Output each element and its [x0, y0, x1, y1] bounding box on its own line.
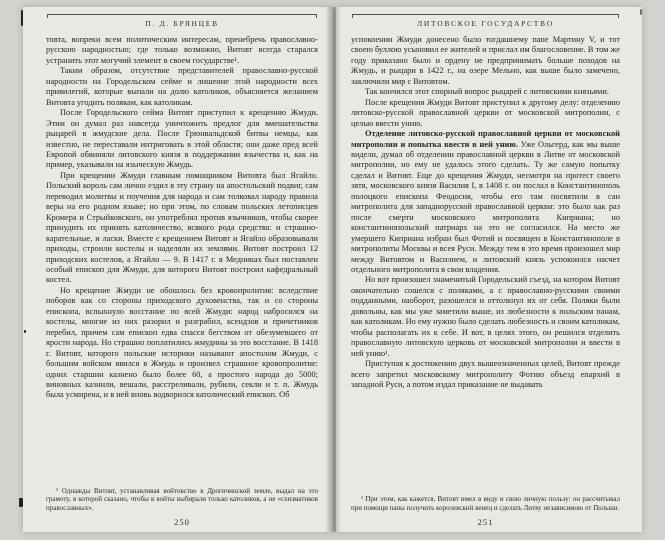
body-paragraph: успокоении Жмуди донесено было тогдашнему папе Мартину V, и тот своею буллою усыновил ее жителей и прислал им благословение. В том же году приказано было и ордену не предпринимать больше походов на Жмудь, и рыцари в 1422 г., на озере Мельно, как выше было замечено, заключили мир с Витовтом.: [351, 35, 620, 86]
section-heading: Отделение литовско-русской православной церкви от московской митрополии и попытка ввести в ней унию.: [351, 129, 620, 149]
header-rule: [47, 14, 317, 18]
body-paragraph: Но вот произошел знаменитый Городельский съезд, на котором Витовт окончательно сошелся с поляками, а с православно-русскими своими подданными, наоборот, разошелся и оттолкнул их от себя. Поляки были довольны, как мы уже заметили выше, из любезности к польским панам, как католикам. Но ему нужно было сделать любезность и своим католикам, чтобы располагать их к себе. И вот, в целях этого, он решился отделить православную литовскую церковь от московской митрополии и ввести в ней унию¹.: [351, 275, 620, 358]
page-body: [46, 35, 318, 483]
body-paragraph: Уже Ольгерд, как мы выше видели, думал об отделении православной церкви в Литве от московской митрополии, но ему не удалось этого сделать. Ту же самую попытку сделал и Витовт. Еще до крещения Жмуди, несмотря на протест своего зятя, московского князя Василия I, в 1408 г. он послал в Константинополь полоцкого епископа Феодосия, чтобы его там посвятили в сан митрополита для западнорусской православной церкви: это было как раз после смерти московского митрополита Киприана; но константинопольский патриарх на это не согласился. На место же умершего Киприана избран был Фотий и посвящен в Константинополе в митрополиты Москвы и всея Руси. Между тем в это время произошел мир между Витовтом и Василием, и литовский князь успокоился насчет отдельного митрополита в свои владения.: [351, 139, 620, 274]
gutter-shadow: [325, 7, 341, 532]
page-body: [351, 35, 620, 491]
body-paragraph: При крещении Жмуди главным помощником Витовта был Ягайло. Польский король сам лично ездил в эту страну на апостольский подвиг, сам переводил молитвы и поучения для народа и сам толковал народу правила веры на его родном языке; но при этом, по словам польских летописцев Кромера и Стрыйковского, он употреблял против язычников, чтобы скорее принудить их принять католичество, всякого рода средства: и страшно-карательные, и ласки. Вместе с крещением Витовт и Ягайло образовывали приходы, строили костелы и наделяли их землями. Витовт построил 12 приходских костелов, а Ягайло — 9. В 1417 г. в Медниках был поставлен особый епископ для Жмуди, для которого Витовт построил кафедральный костел.: [46, 170, 318, 285]
header-rule: [352, 14, 619, 18]
body-paragraph: Приступая к достижению двух вышеозначенных целей, Витовт прежде всего запретил московскому митрополиту Фотию объезд епархий в западной Руси, а потом издал приказание не выдавать: [351, 359, 620, 389]
body-paragraph: Таким образом, отсутствие представителей православно-русской народности на Городельском сейме и лишение этой народности всех привилегий, которые выпали на долю католиков, объясняется желанием Витовта угодить полякам, как католикам.: [46, 66, 318, 107]
body-paragraph: Но крещение Жмуди не обошлось без кровопролития: вследствие поборов как со стороны приходского духовенства, так и со стороны епископа, вспыхнуло восстание по всей Жмуди: народ набросился на костелы, многие из них разорил и разграбил, ксендзов и причетников перебил, причем сам епископ едва спасся бегством от обезумевшего от ярости народа. Но страшно поплатились жмудины за это восстание. В 1418 г. Витовт, которого польские историки называют апостолом Жмуди, с большим войском явился в Жмудь и произвел страшное кровопролитие: одних старшин казнено было более 60, а простого народа до 5000; виновных казнили, вешали, расстреливали, рубили, секли и т. п. Жмудь была усмирена, и в ней вновь водворился католический епископ. Об: [46, 285, 318, 400]
left-page: [23, 7, 333, 532]
running-header-title: ЛИТОВСКОЕ ГОСУДАРСТВО: [417, 19, 554, 28]
right-page: [336, 7, 642, 532]
footnote: ¹ При этом, как кажется, Витовт имел в виду и свою личную пользу: он рассчитывал при помощи папы получить королевский венец и сделать Литву независимою от Польши.: [351, 495, 620, 513]
scan-artifact: [19, 498, 23, 507]
scan-artifact: [640, 9, 642, 15]
body-paragraph: товта, вопреки всем политическим интересам, пренебречь православно-русскою народностью; где только возможно, Витовт всегда старался устранить этот могучий элемент в своем государстве¹.: [46, 35, 318, 65]
page-number-right: 251: [477, 517, 494, 527]
page-number-left: 250: [174, 517, 190, 527]
body-paragraph: Так кончился этот спорный вопрос рыцарей с литовскими князьями.: [365, 87, 609, 97]
scan-artifact: [24, 330, 26, 333]
body-paragraph: После Городельского сейма Витовт приступил к крещению Жмуди. Этим он думал раз навсегда уничтожить предлог для вмешательства рыцарей в жмудские дела. После Грюнвальдской битвы немцы, как известно, не переставали интриговать в этой области; они даже пред всей Европой обвиняли литовского князя в поддержании язычества и, как на пример, указывали на языческую Жмудь.: [46, 108, 318, 170]
scan-artifact: [21, 10, 23, 26]
body-paragraph-with-heading: [351, 129, 620, 275]
running-header-author: П. Д. БРЯНЦЕВ: [145, 19, 219, 28]
body-paragraph: После крещения Жмуди Витовт приступил к другому делу: отделению литовско-русской православной церкви от московской митрополии, с целью ввести унию.: [351, 97, 620, 128]
footnote: ¹ Однажды Витовт, устанавливая войтовство в Дрогичинской земле, выдал на это грамоту, в которой сказано, чтобы в войты выбирали только католиков, а не «схизматиков православных».: [46, 486, 318, 513]
